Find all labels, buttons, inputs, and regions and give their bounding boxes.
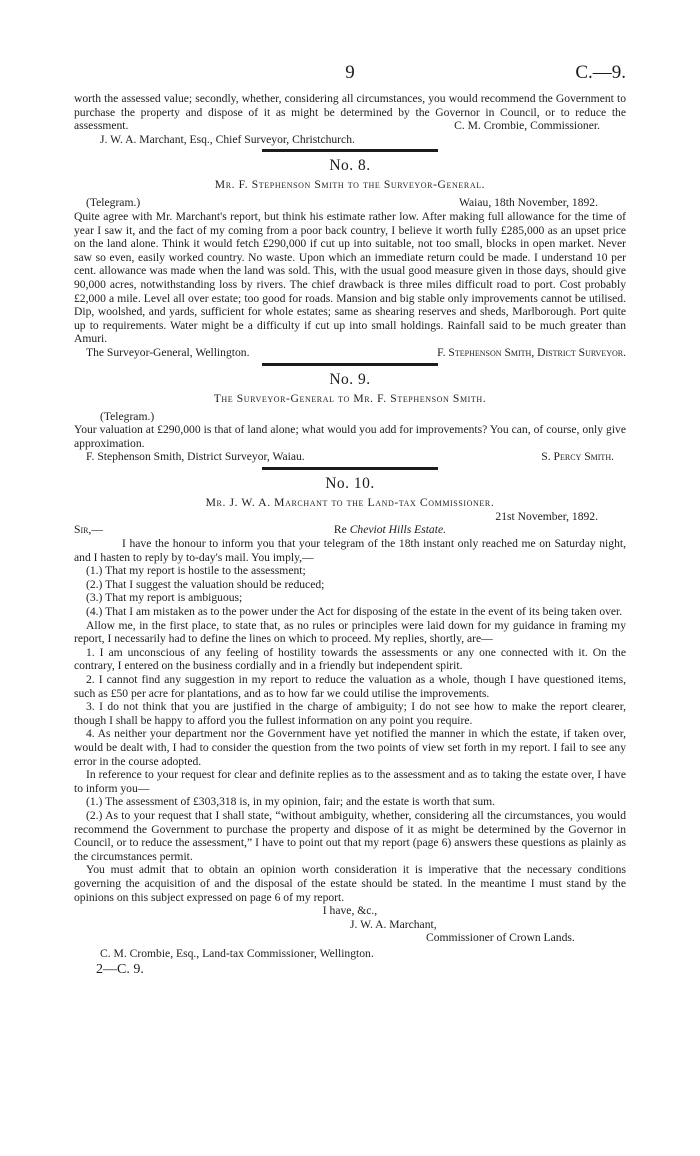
section-rule bbox=[262, 363, 438, 366]
letter-body-9: Your valuation at £290,000 is that of land alone; what would you add for improvements? You can, of course, only give approximation. bbox=[74, 423, 626, 450]
telegram-label: (Telegram.) bbox=[86, 196, 141, 210]
place-date: Waiau, 18th November, 1892. bbox=[459, 196, 598, 210]
signature-9: S. Percy Smith. bbox=[541, 450, 614, 464]
page-number: 9 bbox=[345, 62, 355, 83]
implies-item-3: (3.) That my report is ambiguous; bbox=[86, 591, 243, 605]
addressee-8: The Surveyor-General, Wellington. bbox=[86, 345, 250, 359]
letter-number-9: No. 9. bbox=[329, 370, 371, 388]
telegram-line-8 bbox=[74, 196, 626, 210]
closing: I have, &c., bbox=[322, 904, 378, 918]
footer-signature: 2—C. 9. bbox=[96, 962, 144, 978]
implies-item-4: (4.) That I am mistaken as to the power under the Act for disposing of the estate in the event of its being taken over. bbox=[86, 605, 623, 619]
letter-10-para-1: I have the honour to inform you that your telegram of the 18th instant only reached me on Saturday night, and I hasten to reply by to-day's mail. You imply,— bbox=[74, 537, 626, 564]
letter-10-para-4: You must admit that to obtain an opinion worth consideration it is imperative that the necessary conditions governing the acquisition of and the disposal of the estate should be stated. In the meantime I must stand by the opinions on this subject expressed on page 6 of my report. bbox=[74, 863, 626, 904]
signature-line-8 bbox=[74, 346, 626, 360]
reply-item-3: 3. I do not think that you are justified in the charge of ambiguity; I do not see how to make the report clearer, though I shall be happy to afford you the fullest information on any point you require. bbox=[74, 700, 626, 727]
implies-item-1: (1.) That my report is hostile to the assessment; bbox=[86, 564, 306, 578]
re-prefix: Re bbox=[333, 523, 347, 537]
signer-name: J. W. A. Marchant, bbox=[350, 917, 437, 931]
addressee-9: F. Stephenson Smith, District Surveyor, Waiau. bbox=[86, 450, 305, 464]
implies-item-2: (2.) That I suggest the valuation should be reduced; bbox=[86, 577, 325, 591]
letter-number-10: No. 10. bbox=[325, 474, 375, 492]
intro-paragraph: worth the assessed value; secondly, whether, considering all circumstances, you would recommend the Government to purchase the property and dispose of it as might be determined by the Governor in Council, or to reduce the assessment. bbox=[74, 92, 626, 133]
section-rule bbox=[262, 467, 438, 470]
letter-heading-10: Mr. J. W. A. Marchant to the Land-tax Commissioner. bbox=[205, 495, 495, 509]
letter-number-8: No. 8. bbox=[329, 157, 371, 175]
re-subject: Cheviot Hills Estate. bbox=[349, 523, 446, 537]
intro-addressee: J. W. A. Marchant, Esq., Chief Surveyor, Christchurch. bbox=[100, 132, 355, 146]
salutation: Sir,— bbox=[74, 523, 103, 537]
inform-item-1: (1.) The assessment of £303,318 is, in my opinion, fair; and the estate is worth that sum. bbox=[86, 795, 496, 809]
document-page bbox=[74, 62, 626, 978]
reply-item-1: 1. I am unconscious of any feeling of hostility towards the assessments or any one connected with it. On the contrary, I entered on the business cordially and in a friendly but independent spirit. bbox=[74, 645, 626, 673]
letter-heading-9: The Surveyor-General to Mr. F. Stephenson Smith. bbox=[213, 391, 487, 405]
signature-8: F. Stephenson Smith, District Surveyor. bbox=[437, 345, 626, 359]
signature-line-9 bbox=[74, 450, 626, 464]
inform-item-2: (2.) As to your request that I shall state, “without ambiguity, whether, considering all the circumstances, you would recommend the Government to purchase the property and dispose of it as might be determined by the Governor in Council, or to reduce the assessment,” I have to point out that my report (page 6) answers these questions as plainly as the circumstances permit. bbox=[74, 808, 626, 863]
signer-title: Commissioner of Crown Lands. bbox=[426, 931, 575, 945]
letter-date-10: 21st November, 1892. bbox=[495, 509, 598, 523]
section-rule bbox=[262, 149, 438, 152]
letter-heading-8: Mr. F. Stephenson Smith to the Surveyor-General. bbox=[214, 178, 486, 192]
intro-signature: C. M. Crombie, Commissioner. bbox=[454, 119, 600, 133]
reply-item-2: 2. I cannot find any suggestion in my report to reduce the valuation as a whole, though I have questioned items, such as £50 per acre for plantations, and as to how far we could utilise the improvements. bbox=[74, 673, 626, 700]
letter-10-para-2: Allow me, in the first place, to state that, as no rules or principles were laid down for my guidance in framing my report, I necessarily had to define the lines on which to proceed. My replies, shortly, are— bbox=[74, 618, 626, 646]
addressee-10: C. M. Crombie, Esq., Land-tax Commissioner, Wellington. bbox=[100, 946, 374, 960]
section-code: C.—9. bbox=[575, 62, 626, 83]
re-line bbox=[334, 523, 446, 537]
telegram-label-9: (Telegram.) bbox=[100, 409, 155, 423]
salutation-line bbox=[74, 523, 626, 537]
reply-item-4: 4. As neither your department nor the Government have yet notified the manner in which the estate, if taken over, would be dealt with, I had to consider the question from the two points of view set forth in my report. I fail to see any error in the course adopted. bbox=[74, 727, 626, 768]
page-header bbox=[74, 62, 626, 92]
letter-10-para-3: In reference to your request for clear and definite replies as to the assessment and as to taking the estate over, I have to inform you— bbox=[74, 768, 626, 795]
letter-body-8: Quite agree with Mr. Marchant's report, but think his estimate rather low. After making full allowance for the time of year I saw it, and the fact of my coming from a poor back country, I believe it worth fully £285,000 as an upset price on the land alone. Think it would fetch £290,000 if cut up into suitable, not too small, blocks in open market. Never saw so even, easily worked country. No waste. Upon which an immediate return could be made. I understand 10 per cent. allowance was made when the land was sold. This, with the usual good measure given in those days, should give 90,000 acres, notwithstanding loss by rivers. The chief drawback is three miles difficult road to port. Cost probably £2,000 a mile. Level all over estate; too good for roads. Mansion and big stable only improvements cannot be utilised. Dip, woolshed, and yards, sufficient for whole estates; same as shearing reserves and sheds, Marlborough. Port quite up to requirements. Water might be a difficulty if cut up into small holdings. Rainfall said to be much greater than Amuri. bbox=[74, 209, 626, 346]
